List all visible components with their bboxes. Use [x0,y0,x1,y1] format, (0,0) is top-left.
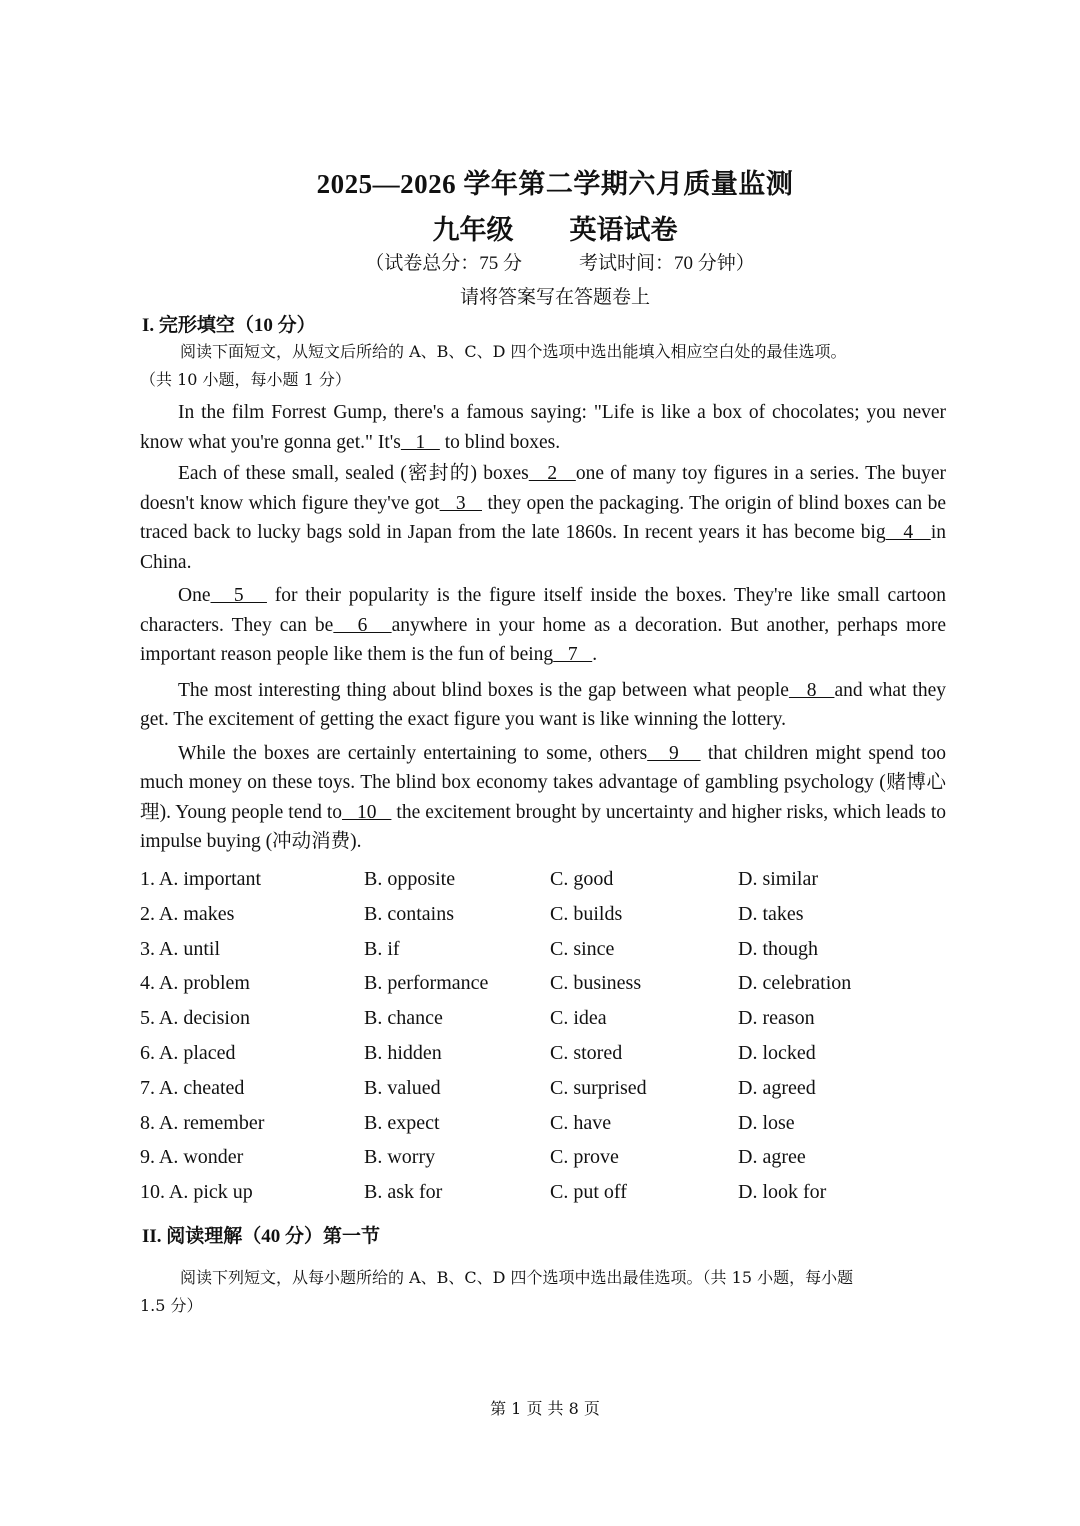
option-choice: 6. A. placed [140,1041,236,1064]
option-choice: B. worry [364,1146,436,1169]
passage-text: for their popularity is the figure itself inside the boxes. They're like small cartoon characters. They can be [140,585,947,636]
passage-text: that children might spend too much money on these toys. The blind box economy takes advantage of gambling psychology (赌博心理). Young people tend to [140,742,946,823]
option-choice: C. have [550,1111,612,1134]
passage-paragraph [140,398,946,457]
exam-title: 2025—2026 学年第二学期六月质量监测 [316,169,794,199]
option-choice: 5. A. decision [140,1007,250,1030]
option-row [140,972,960,1007]
option-choice: 9. A. wonder [140,1146,244,1169]
option-choice: D. reason [738,1007,815,1030]
answer-blank: 7 [553,644,593,665]
passage-text: One [178,585,211,606]
answer-blank: 4 [885,522,931,543]
answer-blank: 2 [528,463,576,484]
option-choice: D. celebration [738,972,852,995]
option-row [140,903,960,938]
option-row [140,1112,960,1147]
option-choice: 10. A. pick up [140,1181,253,1204]
answer-blank: 10 [342,801,392,823]
option-row [140,1042,960,1077]
option-choice: B. valued [364,1076,441,1099]
option-choice: B. contains [364,902,454,925]
option-choice: C. since [550,937,615,960]
option-choice: C. business [550,972,642,995]
subject-label: 英语试卷 [569,215,678,245]
passage-text: While the boxes are certainly entertaining to some, others [178,742,648,764]
option-choice: 2. A. makes [140,902,235,925]
option-row [140,938,960,973]
option-choice: D. lose [738,1111,795,1134]
passage-text: and what they get. The excitement of getting the exact figure you want is like winning the lottery. [140,679,947,730]
section1-instruction-line1: 阅读下面短文，从短文后所给的 A、B、C、D 四个选项中选出能填入相应空白处的最佳选项。 [180,342,847,361]
exam-subtitle [0,208,1080,247]
option-choice: C. good [550,868,614,890]
answer-blank: 8 [788,679,835,701]
option-choice: B. if [364,937,400,960]
option-choice: C. prove [550,1146,619,1169]
passage-paragraph [140,581,946,670]
option-row [140,1146,960,1181]
section2-instruction-line1: 阅读下列短文，从每小题所给的 A、B、C、D 四个选项中选出最佳选项。（共 15 小题，每小题 [180,1268,854,1287]
cloze-options [140,868,960,1216]
passage-paragraph [140,676,946,735]
option-choice: C. stored [550,1041,623,1064]
section2-instruction-line2: 1.5 分） [140,1296,203,1315]
option-choice: 4. A. problem [140,972,250,995]
section2-heading: II. 阅读理解（40 分）第一节 [142,1226,381,1247]
option-choice: 1. A. important [140,868,262,890]
option-choice: D. similar [738,868,818,890]
passage-text: In the film Forrest Gump, there's a famous saying: "Life is like a box of chocolates; you never know what you're gonna get." It's [140,402,946,453]
answer-blank: 3 [439,492,482,514]
option-choice: C. put off [550,1181,627,1204]
grade-label: 九年级 [432,215,514,245]
passage-text: to blind boxes. [439,431,561,453]
option-choice: D. takes [738,902,804,925]
passage-text: the excitement brought by uncertainty and higher risks, which leads to impulse buying (冲动消费). [140,801,947,852]
option-choice: 3. A. until [140,937,221,960]
option-choice: D. look for [738,1181,827,1204]
option-choice: C. idea [550,1007,607,1030]
option-choice: B. ask for [364,1181,443,1204]
option-choice: C. builds [550,902,623,925]
section1-heading: I. 完形填空（10 分） [142,315,316,336]
passage-text: anywhere in your home as a decoration. But another, perhaps more important reason people like them is the fun of being [140,614,947,665]
option-choice: 8. A. remember [140,1111,265,1134]
passage-text: . [592,644,598,665]
score-time-info: （试卷总分：75 分 考试时间：70 分钟） [365,253,755,274]
passage-paragraph [140,739,946,857]
option-choice: B. opposite [364,868,456,890]
option-choice: D. locked [738,1041,816,1064]
option-choice: B. performance [364,972,489,995]
option-choice: D. agree [738,1146,806,1169]
passage-text: in China. [140,522,946,573]
option-choice: D. though [738,937,818,960]
answer-blank: 1 [400,431,440,453]
section1-instructions [140,338,950,394]
section2-instructions [140,1264,950,1320]
option-row [140,868,960,903]
answer-sheet-note: 请将答案写在答题卷上 [459,287,650,308]
option-choice: C. surprised [550,1076,647,1099]
passage-text: Each of these small, sealed (密封的) boxes [178,463,529,484]
passage-text: they open the packaging. The origin of blind boxes can be traced back to lucky bags sold in Japan from the late 1860s. In recent years it has become big [140,492,946,543]
option-choice: D. agreed [738,1076,816,1099]
passage-text: The most interesting thing about blind boxes is the gap between what people [178,679,789,701]
page-number: 第 1 页 共 8 页 [490,1399,600,1418]
option-row [140,1007,960,1042]
passage-text: one of many toy figures in a series. The buyer doesn't know which figure they've got [140,463,947,514]
option-choice: B. chance [364,1007,443,1030]
answer-blank: 6 [333,614,392,636]
option-choice: 7. A. cheated [140,1076,245,1099]
answer-blank: 5 [210,585,267,606]
option-choice: B. expect [364,1111,440,1134]
option-choice: B. hidden [364,1041,442,1064]
option-row [140,1181,960,1216]
option-row [140,1077,960,1112]
section1-instruction-line2: （共 10 小题，每小题 1 分） [140,370,351,389]
answer-blank: 9 [647,742,701,764]
passage-paragraph [140,459,946,577]
cloze-passage [140,398,946,857]
